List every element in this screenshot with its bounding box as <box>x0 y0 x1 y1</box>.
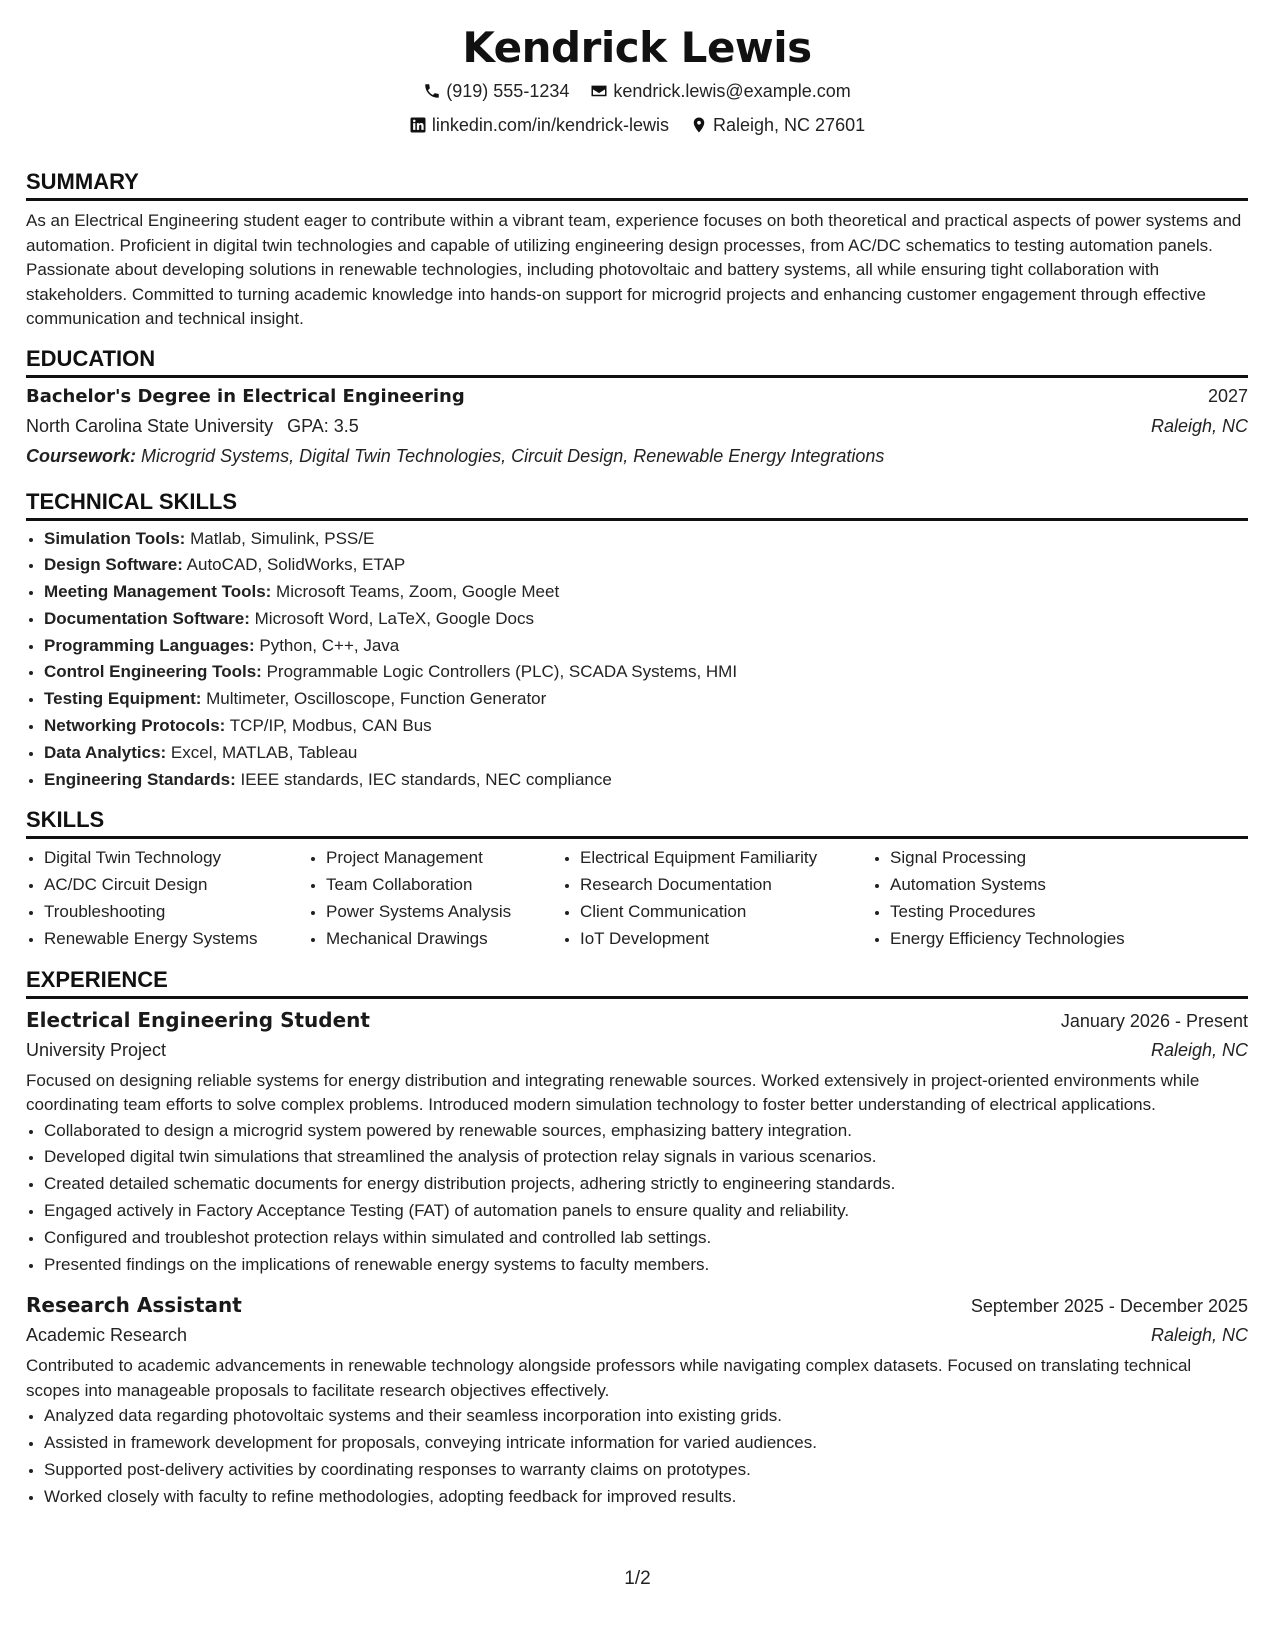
skills-column-2 <box>308 845 544 952</box>
list-item: • Testing Procedures <box>890 899 1190 926</box>
section-title-education: EDUCATION <box>26 346 1248 378</box>
skill-category: Engineering Standards: <box>44 769 236 789</box>
list-item: • Supported post-delivery activities by coordinating responses to warranty claims on prototypes. <box>44 1457 1248 1484</box>
list-item: • Developed digital twin simulations that streamlined the analysis of protection relay signals in various scenarios. <box>44 1144 1248 1171</box>
skills-column-4 <box>872 845 1190 952</box>
coursework-list: Microgrid Systems, Digital Twin Technologies, Circuit Design, Renewable Energy Integrations <box>141 445 885 466</box>
job-dates: September 2025 - December 2025 <box>970 1296 1248 1317</box>
skills-column-1 <box>26 845 290 952</box>
list-item: • Power Systems Analysis <box>326 899 544 926</box>
job-header-row <box>26 1290 1248 1320</box>
list-item: • Project Management <box>326 845 544 872</box>
job-organization: University Project <box>26 1039 167 1060</box>
list-item: • Signal Processing <box>890 845 1190 872</box>
list-item: • Mechanical Drawings <box>326 926 544 953</box>
job-entry <box>26 1290 1248 1510</box>
skill-category: Documentation Software: <box>44 608 250 628</box>
school-line <box>26 411 359 441</box>
skill-category: Networking Protocols: <box>44 716 226 736</box>
list-item <box>44 606 1248 633</box>
skill-values: Programmable Logic Controllers (PLC), SCADA Systems, HMI <box>266 662 738 682</box>
contact-line-2 <box>26 114 1248 139</box>
contact-location <box>690 114 865 136</box>
section-title-summary: SUMMARY <box>26 169 1248 201</box>
skill-category: Programming Languages: <box>44 635 255 655</box>
skills-grid <box>26 845 1248 952</box>
skill-category: Simulation Tools: <box>44 528 186 548</box>
list-item: • Engaged actively in Factory Acceptance Testing (FAT) of automation panels to ensure quality and reliability. <box>44 1198 1248 1225</box>
technical-skills-section <box>26 489 1248 794</box>
contact-linkedin[interactable] <box>409 114 669 136</box>
list-item <box>44 552 1248 579</box>
list-item: • Automation Systems <box>890 872 1190 899</box>
list-item <box>44 740 1248 767</box>
skill-values: Microsoft Word, LaTeX, Google Docs <box>254 608 534 628</box>
list-item: • Analyzed data regarding photovoltaic systems and their seamless incorporation into existing grids. <box>44 1403 1248 1430</box>
list-item: • Digital Twin Technology <box>44 845 290 872</box>
list-item: • Renewable Energy Systems <box>44 926 290 953</box>
section-title-technical-skills: TECHNICAL SKILLS <box>26 489 1248 521</box>
school-name: North Carolina State University <box>26 415 274 436</box>
summary-text: As an Electrical Engineering student eager to contribute within a vibrant team, experience focuses on both theoretical and practical aspects of power systems and automation. Proficient in digital twin technologies and capable of utilizing engineering design processes, from AC/DC schematics to testing automation panels. Passionate about developing solutions in renewable technologies, including photovoltaic and battery systems, all while ensuring tight collaboration with stakeholders. Committed to turning academic knowledge into hands-on support for microgrid projects and enhancing customer engagement through effective communication and technical insight. <box>26 211 1242 328</box>
skill-values: Python, C++, Java <box>259 635 400 655</box>
resume-page <box>26 0 1248 1511</box>
list-item: • Energy Efficiency Technologies <box>890 926 1190 953</box>
job-org-row <box>26 1035 1248 1065</box>
job-description: Focused on designing reliable systems for energy distribution and integrating renewable sources. Worked extensively in project-oriented environments while coordinating team efforts to solve complex problems. Introduced modern simulation technology to foster better understanding of electrical applications. <box>26 1070 1200 1115</box>
summary-section <box>26 169 1248 332</box>
list-item: • Research Documentation <box>580 872 854 899</box>
technical-skills-list <box>26 526 1248 794</box>
skill-values: Matlab, Simulink, PSS/E <box>190 528 375 548</box>
education-row-2 <box>26 411 1248 441</box>
list-item <box>44 579 1248 606</box>
phone-icon <box>423 82 441 100</box>
skill-values: TCP/IP, Modbus, CAN Bus <box>229 716 432 736</box>
linkedin-url: linkedin.com/in/kendrick-lewis <box>431 115 669 135</box>
list-item: • Electrical Equipment Familiarity <box>580 845 854 872</box>
contact-phone[interactable] <box>423 80 569 102</box>
list-item: • AC/DC Circuit Design <box>44 872 290 899</box>
skills-section <box>26 807 1248 952</box>
list-item <box>44 713 1248 740</box>
skill-category: Data Analytics: <box>44 742 167 762</box>
envelope-icon <box>590 82 608 100</box>
list-item <box>44 659 1248 686</box>
skill-values: Microsoft Teams, Zoom, Google Meet <box>276 582 560 602</box>
job-organization: Academic Research <box>26 1325 188 1346</box>
section-title-skills: SKILLS <box>26 807 1248 839</box>
job-org-row <box>26 1320 1248 1350</box>
linkedin-icon <box>409 116 427 134</box>
gpa: GPA: 3.5 <box>287 415 359 436</box>
skill-category: Design Software: <box>44 555 183 575</box>
skill-values: IEEE standards, IEC standards, NEC compliance <box>240 769 612 789</box>
school-location: Raleigh, NC <box>1150 415 1248 436</box>
list-item: • Client Communication <box>580 899 854 926</box>
skill-category: Control Engineering Tools: <box>44 662 262 682</box>
skill-category: Meeting Management Tools: <box>44 582 272 602</box>
section-title-experience: EXPERIENCE <box>26 967 1248 999</box>
job-bullets <box>26 1118 1248 1279</box>
list-item <box>44 767 1248 794</box>
job-bullets <box>26 1403 1248 1510</box>
list-item: • Worked closely with faculty to refine methodologies, adopting feedback for improved results. <box>44 1484 1248 1511</box>
job-entry <box>26 1005 1248 1279</box>
list-item: • Collaborated to design a microgrid system powered by renewable sources, emphasizing battery integration. <box>44 1118 1248 1145</box>
skill-values: Multimeter, Oscilloscope, Function Generator <box>206 689 547 709</box>
skill-values: AutoCAD, SolidWorks, ETAP <box>186 555 406 575</box>
degree-title: Bachelor's Degree in Electrical Engineering <box>26 385 465 407</box>
map-pin-icon <box>690 116 708 134</box>
page-number: 1/2 <box>624 1568 651 1589</box>
list-item <box>44 633 1248 660</box>
list-item: • Presented findings on the implications of renewable energy systems to faculty members. <box>44 1252 1248 1279</box>
job-header-row <box>26 1005 1248 1035</box>
job-description: Contributed to academic advancements in renewable technology alongside professors while navigating complex datasets. Focused on translating technical scopes into manageable proposals to facilitate research objectives effectively. <box>26 1356 1192 1400</box>
candidate-name: Kendrick Lewis <box>462 23 812 72</box>
contact-line-1 <box>26 80 1248 105</box>
job-title: Research Assistant <box>26 1293 242 1318</box>
experience-section <box>26 967 1248 1511</box>
job-location: Raleigh, NC <box>1150 1325 1248 1346</box>
location-text: Raleigh, NC 27601 <box>713 115 866 135</box>
contact-email[interactable] <box>590 80 850 102</box>
skill-category: Testing Equipment: <box>44 689 202 709</box>
coursework-line <box>26 441 1248 471</box>
job-dates: January 2026 - Present <box>1060 1010 1248 1031</box>
email-address: kendrick.lewis@example.com <box>613 81 851 101</box>
phone-number: (919) 555-1234 <box>446 81 570 101</box>
skills-column-3 <box>562 845 854 952</box>
resume-header <box>26 24 1248 139</box>
list-item <box>44 526 1248 553</box>
list-item: • IoT Development <box>580 926 854 953</box>
list-item: • Troubleshooting <box>44 899 290 926</box>
education-section <box>26 346 1248 471</box>
skill-values: Excel, MATLAB, Tableau <box>170 742 358 762</box>
job-location: Raleigh, NC <box>1150 1039 1248 1060</box>
list-item: • Configured and troubleshot protection relays within simulated and controlled lab settings. <box>44 1225 1248 1252</box>
list-item <box>44 686 1248 713</box>
job-title: Electrical Engineering Student <box>26 1007 370 1032</box>
list-item: • Team Collaboration <box>326 872 544 899</box>
list-item: • Assisted in framework development for proposals, conveying intricate information for varied audiences. <box>44 1430 1248 1457</box>
graduation-year: 2027 <box>1207 385 1248 406</box>
coursework-label: Coursework: <box>26 445 137 466</box>
education-row-1 <box>26 382 1248 411</box>
list-item: • Created detailed schematic documents for energy distribution projects, adhering strictly to engineering standards. <box>44 1171 1248 1198</box>
